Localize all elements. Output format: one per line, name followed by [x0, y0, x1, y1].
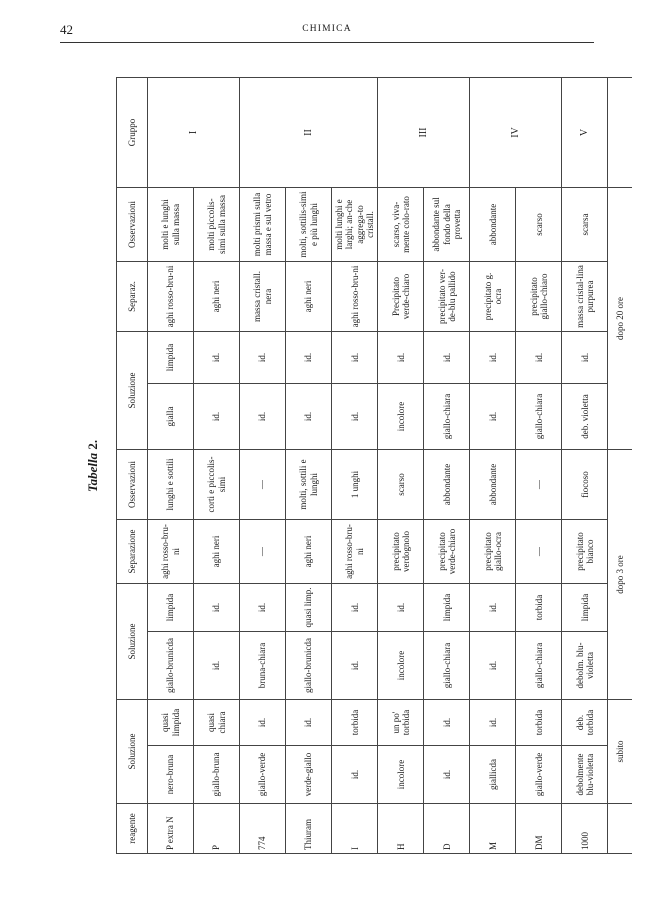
cell-oss2: molti prismi sulla massa e sul vetro	[240, 188, 286, 262]
cell-gruppo: III	[378, 78, 470, 188]
cell-sol2b: limpida	[562, 584, 608, 632]
cell-sol2a: bruna-chiara	[240, 632, 286, 700]
cell-sol3b: limpida	[148, 332, 194, 384]
cell-reagente: 1000	[562, 804, 608, 854]
cell-sol1a: id.	[424, 746, 470, 804]
cell-sol1b: torbida	[332, 700, 378, 746]
cell-sep2: massa cristal-lina purpurea	[562, 262, 608, 332]
cell-sol2b: id.	[470, 584, 516, 632]
data-table	[116, 77, 632, 854]
cell-sol3b: id.	[378, 332, 424, 384]
header-reagente: reagente	[117, 804, 148, 854]
cell-gruppo: I	[148, 78, 240, 188]
table-row	[470, 78, 516, 854]
cell-sol3b: id.	[332, 332, 378, 384]
cell-oss2: abbondante	[470, 188, 516, 262]
cell-oss1: abbondante	[470, 450, 516, 520]
cell-sol3a: incolore	[378, 384, 424, 450]
caption-number: 2.	[85, 439, 100, 450]
cell-sol1a: giallo-verde	[240, 746, 286, 804]
cell-sol2a: giallo-brunicda	[286, 632, 332, 700]
cell-sep1: precipitato verdognolo	[378, 520, 424, 584]
cell-reagente: 774	[240, 804, 286, 854]
cell-gruppo: IV	[470, 78, 562, 188]
header-osservazioni-2: Osservazioni	[117, 188, 148, 262]
cell-sep2: aghi neri	[286, 262, 332, 332]
cell-oss2: molti e lunghi sulla massa	[148, 188, 194, 262]
cell-sol2a: giallo-chiara	[516, 632, 562, 700]
cell-reagente: I	[332, 804, 378, 854]
table-row	[562, 78, 608, 854]
cell-sol3b: id.	[194, 332, 240, 384]
cell-oss1: lunghi e sottili	[148, 450, 194, 520]
cell-sol2a: giallo-brunicda	[148, 632, 194, 700]
caption-label: Tabella	[85, 452, 100, 493]
table-row	[378, 78, 424, 854]
header-soluzione-1: Soluzione	[117, 700, 148, 804]
cell-sol2a: incolore	[378, 632, 424, 700]
table-row	[424, 78, 470, 854]
cell-sol1a: incolore	[378, 746, 424, 804]
cell-oss1: 1 unghi	[332, 450, 378, 520]
header-separazione: Separazione	[117, 520, 148, 584]
cell-oss1: —	[240, 450, 286, 520]
cell-sol1b: id.	[424, 700, 470, 746]
cell-oss2: scarso	[516, 188, 562, 262]
cell-oss1: scarso	[378, 450, 424, 520]
cell-oss2: scarsa	[562, 188, 608, 262]
cell-sol3b: id.	[470, 332, 516, 384]
cell-reagente: D	[424, 804, 470, 854]
running-title: CHIMICA	[302, 24, 352, 34]
table-row	[148, 78, 194, 854]
cell-sol2a: debolm. blu-violetta	[562, 632, 608, 700]
cell-sol1b: id.	[286, 700, 332, 746]
cell-sol3a: id.	[332, 384, 378, 450]
rotated-table-block	[78, 78, 626, 854]
footer-dopo-20-ore: dopo 20 ore	[608, 188, 633, 450]
footer-subito: subito	[608, 700, 633, 804]
table-footer-row	[608, 78, 633, 854]
cell-sol3b: id.	[240, 332, 286, 384]
cell-oss2: molti, sottilis-simi e più lunghi	[286, 188, 332, 262]
cell-sol1a: giallo-verde	[516, 746, 562, 804]
cell-sep1: —	[240, 520, 286, 584]
cell-sol2b: id.	[332, 584, 378, 632]
cell-sol1a: nero-bruna	[148, 746, 194, 804]
cell-sol3a: id.	[240, 384, 286, 450]
cell-sol3a: deb. violetta	[562, 384, 608, 450]
table-row	[332, 78, 378, 854]
cell-sol3a: giallo-chiara	[424, 384, 470, 450]
table-body	[148, 78, 633, 854]
cell-sol2a: id.	[194, 632, 240, 700]
cell-sol2b: limpida	[148, 584, 194, 632]
header-soluzione-3: Soluzione	[117, 332, 148, 450]
cell-sol1a: giallo-bruna	[194, 746, 240, 804]
cell-sep2: aghi rosso-bru-ni	[332, 262, 378, 332]
cell-sol1a: giallicda	[470, 746, 516, 804]
cell-reagente: Thiuram	[286, 804, 332, 854]
cell-sep1: aghi neri	[194, 520, 240, 584]
cell-sol2b: limpida	[424, 584, 470, 632]
header-soluzione-2: Soluzione	[117, 584, 148, 700]
cell-sol3b: id.	[286, 332, 332, 384]
cell-sol2a: id.	[332, 632, 378, 700]
cell-oss1: abbondante	[424, 450, 470, 520]
cell-sol3b: id.	[424, 332, 470, 384]
cell-sep1: precipitato bianco	[562, 520, 608, 584]
cell-sep2: precipitato g. ocra	[470, 262, 516, 332]
table-caption	[78, 78, 116, 854]
cell-oss2: molti piccolis-simi sulla massa	[194, 188, 240, 262]
table-header	[117, 78, 148, 854]
cell-oss2: molti lunghi e larghi; an-che aggrega-to cristall.	[332, 188, 378, 262]
page-number: 42	[60, 22, 73, 37]
cell-sep2: massa cristall. nera	[240, 262, 286, 332]
cell-sep1: precipitato giallo-ocra	[470, 520, 516, 584]
cell-sep2: precipitato giallo-chiaro	[516, 262, 562, 332]
cell-sep2: Precipitato verde-chiaro	[378, 262, 424, 332]
cell-sol1b: torbida	[516, 700, 562, 746]
cell-sol1b: id.	[240, 700, 286, 746]
cell-sol3a: giallo-chiara	[516, 384, 562, 450]
cell-sol2b: quasi limp.	[286, 584, 332, 632]
cell-sol1b: id.	[470, 700, 516, 746]
cell-sol1a: id.	[332, 746, 378, 804]
cell-oss1: molti, sottili e lunghi	[286, 450, 332, 520]
table-row	[286, 78, 332, 854]
cell-sol2b: id.	[194, 584, 240, 632]
cell-sol1a: verde-giallo	[286, 746, 332, 804]
table-row	[240, 78, 286, 854]
cell-sep1: precipitato verde-chiaro	[424, 520, 470, 584]
header-rule	[60, 42, 594, 43]
cell-sep1: —	[516, 520, 562, 584]
cell-oss1: —	[516, 450, 562, 520]
cell-reagente: DM	[516, 804, 562, 854]
cell-sol2a: id.	[470, 632, 516, 700]
header-separaz: Separaz.	[117, 262, 148, 332]
header-osservazioni-1: Osservazioni	[117, 450, 148, 520]
cell-sol1b: quasi limpida	[148, 700, 194, 746]
cell-sep1: aghi rosso-bru-ni	[148, 520, 194, 584]
footer-blank	[608, 78, 633, 188]
cell-sol3b: id.	[562, 332, 608, 384]
footer-blank	[608, 804, 633, 854]
cell-sol3a: id.	[286, 384, 332, 450]
cell-sol2b: id.	[378, 584, 424, 632]
cell-sol3a: id.	[470, 384, 516, 450]
cell-reagente: P extra N	[148, 804, 194, 854]
cell-sol3a: gialla	[148, 384, 194, 450]
table-row	[516, 78, 562, 854]
cell-reagente: H	[378, 804, 424, 854]
cell-sol2b: torbida	[516, 584, 562, 632]
cell-oss1: fiocoso	[562, 450, 608, 520]
cell-gruppo: V	[562, 78, 608, 188]
cell-sol1a: debolmente blu-violetta	[562, 746, 608, 804]
header-gruppo: Gruppo	[117, 78, 148, 188]
cell-sep2: aghi neri	[194, 262, 240, 332]
cell-sol1b: quasi chiara	[194, 700, 240, 746]
footer-dopo-3-ore: dopo 3 ore	[608, 450, 633, 700]
cell-sol1b: un po' torbida	[378, 700, 424, 746]
cell-sep1: aghi neri	[286, 520, 332, 584]
cell-sol2a: giallo-chiara	[424, 632, 470, 700]
cell-reagente: M	[470, 804, 516, 854]
cell-sep1: aghi rosso-bru-ni	[332, 520, 378, 584]
cell-oss1: corti e piccolis-simi	[194, 450, 240, 520]
cell-reagente: P	[194, 804, 240, 854]
table-row	[194, 78, 240, 854]
cell-sep2: precipitato ver-de-blu pallido	[424, 262, 470, 332]
cell-sol3a: id.	[194, 384, 240, 450]
cell-oss2: abbondante sul fondo della provetta	[424, 188, 470, 262]
cell-sol2b: id.	[240, 584, 286, 632]
cell-oss2: scarso, viva-mente colo-rato	[378, 188, 424, 262]
page-header	[60, 22, 594, 40]
cell-gruppo: II	[240, 78, 378, 188]
cell-sol1b: deb. torbida	[562, 700, 608, 746]
cell-sol3b: id.	[516, 332, 562, 384]
cell-sep2: aghi rosso-bru-ni	[148, 262, 194, 332]
